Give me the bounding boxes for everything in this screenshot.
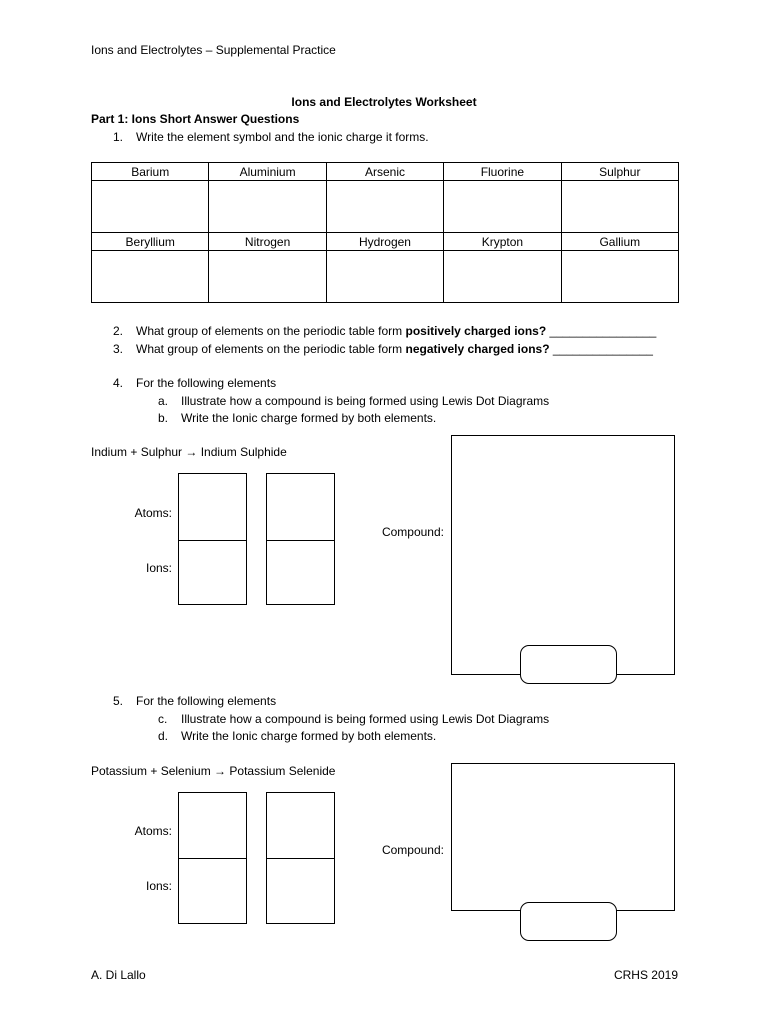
table-header-cell: Aluminium — [209, 163, 326, 181]
q5-ions-label: Ions: — [145, 879, 172, 893]
table-answer-row — [92, 181, 679, 233]
table-header-cell: Arsenic — [326, 163, 443, 181]
q4-ions-label: Ions: — [145, 561, 172, 575]
footer-author: A. Di Lallo — [91, 968, 146, 982]
q3-bold-text: negatively charged ions? — [405, 342, 550, 356]
q2-question — [136, 324, 656, 338]
q5-charge-box[interactable] — [520, 902, 617, 941]
table-header-cell: Barium — [92, 163, 209, 181]
answer-cell[interactable] — [444, 251, 561, 303]
answer-cell[interactable] — [326, 181, 443, 233]
table-answer-row — [92, 251, 679, 303]
element-table — [91, 162, 679, 303]
table-header-cell: Nitrogen — [209, 233, 326, 251]
table-header-cell: Krypton — [444, 233, 561, 251]
worksheet-title: Ions and Electrolytes Worksheet — [291, 95, 477, 109]
q2-text: What group of elements on the periodic table form — [136, 324, 406, 338]
q2-blank[interactable]: ________________ — [546, 324, 657, 338]
table-header-cell: Hydrogen — [326, 233, 443, 251]
q5-compound-box[interactable] — [451, 763, 675, 911]
part1-heading: Part 1: Ions Short Answer Questions — [91, 112, 300, 126]
q4-reaction: Indium + Sulphur → Indium Sulphide — [91, 445, 287, 459]
q5c-text: Illustrate how a compound is being formed using Lewis Dot Diagrams — [181, 712, 550, 726]
q5-atoms-label: Atoms: — [134, 824, 172, 838]
q4b-text: Write the Ionic charge formed by both elements. — [181, 411, 437, 425]
q5-element2-divider — [266, 858, 335, 859]
q4-atoms-label: Atoms: — [134, 506, 172, 520]
q1-number: 1. — [113, 130, 124, 144]
q5d-text: Write the Ionic charge formed by both elements. — [181, 729, 437, 743]
q1-text: Write the element symbol and the ionic charge it forms. — [136, 130, 429, 144]
q3-number: 3. — [113, 342, 124, 356]
q4-number: 4. — [113, 376, 124, 390]
q4b-letter: b. — [158, 411, 169, 425]
q4-compound-label: Compound: — [381, 525, 444, 539]
q4-element1-box[interactable] — [178, 473, 247, 605]
q4-compound-box[interactable] — [451, 435, 675, 675]
page-header: Ions and Electrolytes – Supplemental Practice — [91, 43, 336, 57]
q4-charge-box[interactable] — [520, 645, 617, 684]
q4a-text: Illustrate how a compound is being formed using Lewis Dot Diagrams — [181, 394, 550, 408]
q5-text: For the following elements — [136, 694, 277, 708]
q3-blank[interactable]: _______________ — [549, 342, 653, 356]
q5c-letter: c. — [158, 712, 168, 726]
answer-cell[interactable] — [209, 251, 326, 303]
q4-text: For the following elements — [136, 376, 277, 390]
table-header-cell: Sulphur — [561, 163, 678, 181]
q5-number: 5. — [113, 694, 124, 708]
answer-cell[interactable] — [92, 251, 209, 303]
q4a-letter: a. — [158, 394, 169, 408]
footer-school: CRHS 2019 — [613, 968, 678, 982]
table-header-cell: Beryllium — [92, 233, 209, 251]
q5-compound-label: Compound: — [381, 843, 444, 857]
table-header-row — [92, 163, 679, 181]
q5d-letter: d. — [158, 729, 169, 743]
answer-cell[interactable] — [561, 181, 678, 233]
table-header-row — [92, 233, 679, 251]
answer-cell[interactable] — [561, 251, 678, 303]
answer-cell[interactable] — [209, 181, 326, 233]
table-header-cell: Gallium — [561, 233, 678, 251]
q4-element2-box[interactable] — [266, 473, 335, 605]
q3-text: What group of elements on the periodic table form — [136, 342, 406, 356]
q4-element1-divider — [178, 540, 247, 541]
q3-question — [136, 342, 653, 356]
answer-cell[interactable] — [326, 251, 443, 303]
answer-cell[interactable] — [92, 181, 209, 233]
q4-element2-divider — [266, 540, 335, 541]
q2-bold-text: positively charged ions? — [405, 324, 547, 338]
table-header-cell: Fluorine — [444, 163, 561, 181]
q2-number: 2. — [113, 324, 124, 338]
q5-element1-divider — [178, 858, 247, 859]
q5-reaction: Potassium + Selenium → Potassium Selenide — [91, 764, 336, 778]
answer-cell[interactable] — [444, 181, 561, 233]
